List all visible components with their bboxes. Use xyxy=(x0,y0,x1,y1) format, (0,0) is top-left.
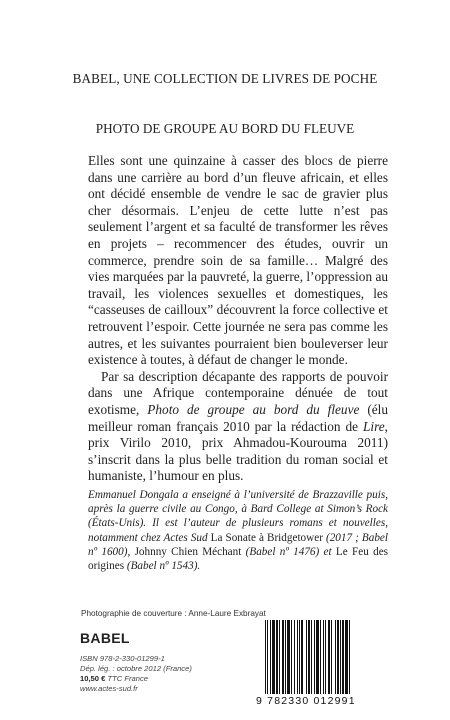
publication-info xyxy=(80,654,210,694)
blurb-paragraph-2 xyxy=(88,369,388,485)
website: www.actes-sud.fr xyxy=(80,684,138,693)
barcode-bar xyxy=(337,620,339,694)
barcode-bar xyxy=(311,620,312,694)
isbn: ISBN 978-2-330-01299-1 xyxy=(80,654,165,663)
publisher-logo: BABEL xyxy=(80,630,130,646)
barcode-bar xyxy=(297,620,298,694)
barcode-bar xyxy=(340,620,341,694)
barcode-bar xyxy=(325,620,326,694)
barcode-bar xyxy=(314,620,315,694)
barcode-bar xyxy=(299,620,300,694)
blurb-text: (élu meilleur roman français 2010 par la rédaction de xyxy=(88,401,389,434)
price xyxy=(80,674,210,684)
barcode-bar xyxy=(345,620,348,694)
barcode-bar xyxy=(323,620,324,694)
barcode-bar xyxy=(335,620,336,694)
photo-credit: Photographie de couverture : Anne-Laure Exbrayat xyxy=(81,609,266,618)
bio-ref-2: (Babel nº 1476) xyxy=(241,545,320,558)
barcode-bar xyxy=(287,620,290,694)
blurb-magazine: Lire xyxy=(362,418,385,434)
legal-deposit: Dép. lég. : octobre 2012 (France) xyxy=(80,664,192,673)
bio-book-1: La Sonate à Bridgetower xyxy=(210,531,323,544)
barcode-bar xyxy=(306,620,307,694)
bio-book-3: Le Feu des origines xyxy=(88,545,389,573)
price-label: TTC France xyxy=(105,674,148,683)
barcode-bar xyxy=(272,620,275,694)
barcode-bar xyxy=(265,620,266,694)
barcode-bar xyxy=(294,620,295,694)
barcode-bar xyxy=(342,620,344,694)
blurb-title-ref: Photo de groupe au bord du fleuve xyxy=(147,401,360,417)
blurb-paragraph-1: Elles sont une quinzaine à casser des blocs de pierre dans une carrière au bord d’un fleuve africain, et elles ont décidé ensemble de vendre le sac de gravier plus cher désormais. L’enjeu de cette lutte n’est pas seulement l’argent et sa faculté de transformer les rêves en projets – recommencer des études, ouvrir un commerce, prendre soin de sa famille… Malgré des vies marquées par la pauvreté, la guerre, l’oppression au travail, les violences sexuelles et domestiques, les “casseuses de cailloux” découvrent la force collective et retrouvent l’espoir. Cette journée ne sera pas comme les autres, et les suivantes pourraient bien bouleverser leur existence à toutes, à défaut de changer le monde. xyxy=(88,153,388,368)
bio-book-2: Johnny Chien Méchant xyxy=(134,545,242,558)
barcode-digits: 9 782330 012991 xyxy=(256,695,356,707)
barcode-bar xyxy=(267,620,268,694)
price-value: 10,50 € xyxy=(80,674,106,683)
barcode-bar xyxy=(328,620,330,694)
barcode-bar xyxy=(308,620,310,694)
barcode-bar xyxy=(320,620,321,694)
bio-ref-3: (Babel nº 1543). xyxy=(124,560,201,573)
barcode-bar xyxy=(331,620,332,694)
barcode-bar xyxy=(316,620,319,694)
barcode-bar xyxy=(285,620,286,694)
bio-ref-1: (2017 ; Babel nº 1600), xyxy=(88,531,389,558)
barcode-bar xyxy=(276,620,278,694)
bio-and: et xyxy=(319,545,336,558)
barcode-bar xyxy=(270,620,271,694)
barcode-bar xyxy=(279,620,280,694)
barcode xyxy=(263,620,391,698)
book-title: PHOTO DE GROUPE AU BORD DU FLEUVE xyxy=(95,121,355,136)
barcode-bar xyxy=(301,620,303,694)
blurb xyxy=(88,153,388,485)
barcode-bar xyxy=(349,620,350,694)
blurb-text: Par sa description décapante des rapports de pouvoir dans une Afrique contemporaine dénuée de tout exotisme, xyxy=(88,368,388,417)
blurb-text: , prix Virilo 2010, prix Ahmadou-Kourouma 2011) s’inscrit dans la plus belle tradition du roman social et humaniste, l’humour en plus. xyxy=(88,418,388,484)
author-bio xyxy=(88,488,388,573)
collection-line: BABEL, UNE COLLECTION DE LIVRES DE POCHE xyxy=(72,71,378,86)
barcode-bar xyxy=(282,620,284,694)
bio-text: Emmanuel Dongala a enseigné à l’université de Brazzaville puis, après la guerre civile au Congo, à Bard College at Simon’s Rock (États-Unis). Il est l’auteur de plusieurs romans et nouvelles, notamment chez Actes Sud xyxy=(88,489,388,544)
barcode-bar xyxy=(291,620,292,694)
